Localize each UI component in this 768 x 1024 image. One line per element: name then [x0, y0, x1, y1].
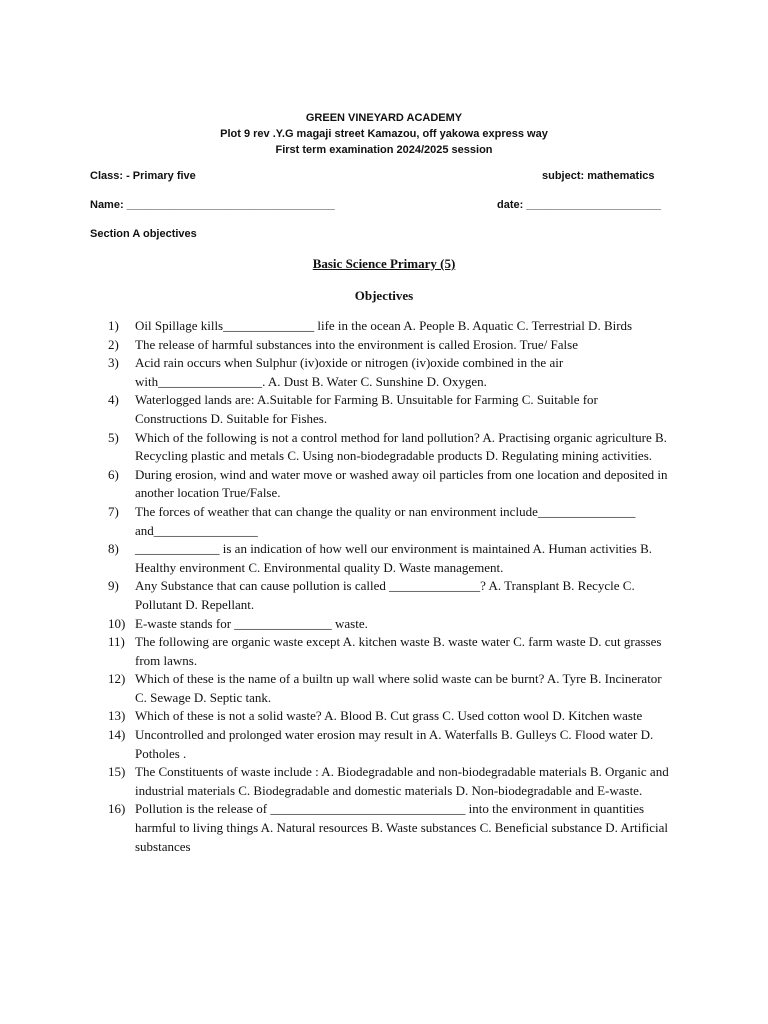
- school-header: [0, 110, 768, 158]
- question-text: The release of harmful substances into the environment is called Erosion. True/ False: [135, 336, 578, 352]
- question-number: 13): [108, 708, 126, 724]
- question-item: [108, 800, 673, 856]
- school-name: GREEN VINEYARD ACADEMY: [305, 112, 463, 124]
- question-text: The following are organic waste except A. kitchen waste B. waste water C. farm waste D. cut grasses from lawns.: [135, 634, 662, 668]
- question-text: During erosion, wind and water move or washed away oil particles from one location and deposited in another location True/False.: [135, 466, 668, 501]
- question-number: 2): [108, 336, 119, 352]
- question-item: [108, 354, 673, 391]
- question-number: 7): [108, 503, 119, 519]
- question-number: 12): [108, 671, 126, 687]
- question-item: [108, 336, 673, 355]
- question-item: [108, 726, 673, 763]
- question-item: [108, 633, 673, 670]
- paper-subtitle: Objectives: [354, 288, 414, 303]
- question-text: Uncontrolled and prolonged water erosion may result in A. Waterfalls B. Gulleys C. Flood water D. Potholes .: [135, 727, 654, 761]
- question-text: Which of these is not a solid waste? A. Blood B. Cut grass C. Used cotton wool D. Kitchen waste: [135, 708, 643, 724]
- question-item: [108, 577, 673, 614]
- question-number: 3): [108, 355, 119, 371]
- question-item: [108, 503, 673, 540]
- question-text: Which of these is the name of a builtn up wall where solid waste can be burnt? A. Tyre B. Incinerator C. Sewage D. Septic tank.: [135, 671, 662, 705]
- question-text: _____________ is an indication of how well our environment is maintained A. Human activities B. Healthy environment C. Environmental quality D. Waste management.: [135, 541, 653, 575]
- question-number: 15): [108, 764, 126, 780]
- question-number: 10): [108, 615, 126, 631]
- question-text: The forces of weather that can change the quality or nan environment include_______________ and________________: [135, 503, 636, 538]
- section-label: Section A objectives: [90, 228, 197, 240]
- question-text: Acid rain occurs when Sulphur (iv)oxide or nitrogen (iv)oxide combined in the air with________________. A. Dust B. Water C. Sunshine D. Oxygen.: [135, 355, 564, 389]
- question-text: The Constituents of waste include : A. Biodegradable and non-biodegradable materials B. Organic and industrial materials C. Biodegradable and domestic materials D. Non-biodegradable and E-waste.: [135, 764, 669, 798]
- question-text: Waterlogged lands are: A.Suitable for Farming B. Unsuitable for Farming C. Suitable for Constructions D. Suitable for Fishes.: [135, 392, 598, 426]
- question-item: [108, 707, 673, 726]
- class-label: Class: - Primary five: [90, 170, 196, 182]
- question-item: [108, 670, 673, 707]
- exam-session: First term examination 2024/2025 session: [275, 144, 493, 156]
- question-text: Which of the following is not a control method for land pollution? A. Practising organic agriculture B. Recycling plastic and metals C. Using non-biodegradable products D. Regulating mining activities.: [135, 429, 667, 464]
- question-number: 8): [108, 541, 119, 557]
- paper-title: Basic Science Primary (5): [312, 256, 456, 271]
- question-item: [108, 391, 673, 428]
- question-number: 4): [108, 392, 119, 408]
- question-number: 16): [108, 801, 126, 817]
- question-item: [108, 615, 673, 634]
- school-address: Plot 9 rev .Y.G magaji street Kamazou, off yakowa express way: [220, 128, 548, 140]
- question-number: 6): [108, 466, 119, 482]
- question-number: 5): [108, 429, 119, 445]
- question-text: Any Substance that can cause pollution is called ______________? A. Transplant B. Recycle C. Pollutant D. Repellant.: [135, 578, 635, 612]
- question-item: [108, 317, 673, 336]
- subject-label: subject: mathematics: [542, 170, 655, 182]
- question-item: [108, 466, 673, 503]
- question-item: [108, 763, 673, 800]
- question-text: E-waste stands for _______________ waste.: [135, 615, 368, 631]
- question-number: 14): [108, 727, 126, 743]
- question-list: [108, 317, 673, 856]
- name-field-label: Name: __________________________________: [90, 199, 335, 211]
- question-item: [108, 429, 673, 466]
- question-number: 9): [108, 578, 119, 594]
- question-number: 11): [108, 634, 125, 650]
- date-field-label: date: ______________________: [497, 199, 661, 211]
- question-number: 1): [108, 318, 119, 333]
- question-text: Oil Spillage kills______________ life in the ocean A. People B. Aquatic C. Terrestrial D. Birds: [135, 318, 633, 333]
- question-text: Pollution is the release of ______________________________ into the environment in quantities harmful to living things A. Natural resources B. Waste substances C. Beneficial substance D. Artificial substances: [135, 801, 669, 854]
- question-item: [108, 540, 673, 577]
